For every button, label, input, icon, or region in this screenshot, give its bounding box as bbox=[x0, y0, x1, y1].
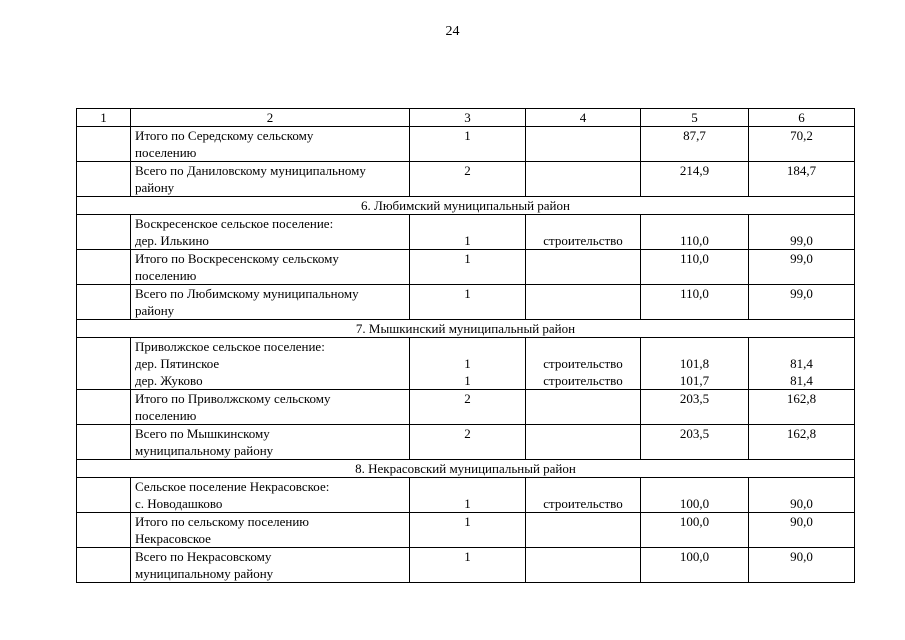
work-type-cell bbox=[526, 250, 641, 285]
name-cell-line: поселению bbox=[135, 408, 197, 423]
name-cell-line: Итого по Середскому сельскому bbox=[135, 128, 314, 143]
name-cell bbox=[131, 250, 410, 285]
value-cell-6-line bbox=[753, 338, 850, 355]
name-cell-line: Всего по Любимскому муниципальному bbox=[135, 286, 359, 301]
count-cell bbox=[410, 478, 526, 513]
work-type-cell-line: строительство bbox=[543, 496, 623, 511]
name-cell-line: муниципальному району bbox=[135, 443, 274, 458]
work-type-cell-line bbox=[530, 548, 636, 565]
name-cell-line: дер. Жуково bbox=[135, 373, 203, 388]
value-cell-5 bbox=[641, 338, 749, 390]
header-cell: 5 bbox=[641, 109, 749, 127]
count-cell-line: 1 bbox=[464, 373, 471, 388]
work-type-cell bbox=[526, 425, 641, 460]
table-row bbox=[77, 478, 855, 513]
count-cell-line: 1 bbox=[464, 128, 471, 143]
table-row bbox=[77, 250, 855, 285]
name-cell-line: Итого по сельскому поселению bbox=[135, 514, 309, 529]
count-cell bbox=[410, 250, 526, 285]
header-cell: 4 bbox=[526, 109, 641, 127]
name-cell-line: Всего по Даниловскому муниципальному bbox=[135, 163, 366, 178]
count-cell-line: 2 bbox=[464, 426, 471, 441]
value-cell-6 bbox=[749, 425, 855, 460]
value-cell-6 bbox=[749, 390, 855, 425]
value-cell-5-line: 100,0 bbox=[679, 496, 710, 511]
value-cell-6-line: 90,0 bbox=[790, 514, 813, 529]
table-row bbox=[77, 338, 855, 390]
work-type-cell bbox=[526, 127, 641, 162]
value-cell-5-line: 100,0 bbox=[679, 549, 710, 564]
value-cell-6 bbox=[749, 285, 855, 320]
value-cell-5 bbox=[641, 250, 749, 285]
value-cell-5-line: 100,0 bbox=[679, 514, 710, 529]
value-cell-5-line: 110,0 bbox=[680, 251, 709, 266]
work-type-cell bbox=[526, 285, 641, 320]
count-cell-line: 1 bbox=[464, 356, 471, 371]
name-cell bbox=[131, 513, 410, 548]
value-cell-6 bbox=[749, 548, 855, 583]
count-cell bbox=[410, 215, 526, 250]
count-cell bbox=[410, 162, 526, 197]
count-cell bbox=[410, 513, 526, 548]
header-cell: 6 bbox=[749, 109, 855, 127]
row-number-cell bbox=[77, 513, 131, 548]
count-cell-line: 2 bbox=[464, 391, 471, 406]
count-cell bbox=[410, 338, 526, 390]
name-cell-line: Итого по Воскресенскому сельскому bbox=[135, 251, 339, 266]
value-cell-5 bbox=[641, 478, 749, 513]
name-cell bbox=[131, 390, 410, 425]
value-cell-6-line: 184,7 bbox=[786, 163, 817, 178]
page-number: 24 bbox=[445, 24, 460, 39]
section-header-row bbox=[77, 320, 855, 338]
count-cell-line bbox=[414, 338, 521, 355]
work-type-cell bbox=[526, 162, 641, 197]
value-cell-6-line bbox=[753, 215, 850, 232]
name-cell-line: поселению bbox=[135, 268, 197, 283]
value-cell-5-line bbox=[645, 478, 744, 495]
value-cell-5 bbox=[641, 285, 749, 320]
header-cell: 1 bbox=[77, 109, 131, 127]
value-cell-6-line: 162,8 bbox=[786, 426, 817, 441]
table-row bbox=[77, 513, 855, 548]
work-type-cell-line bbox=[530, 390, 636, 407]
data-table bbox=[76, 108, 855, 583]
value-cell-6 bbox=[749, 513, 855, 548]
name-cell bbox=[131, 548, 410, 583]
value-cell-5-line: 203,5 bbox=[679, 426, 710, 441]
count-cell-line: 1 bbox=[464, 496, 471, 511]
work-type-cell-line bbox=[530, 338, 636, 355]
value-cell-5 bbox=[641, 548, 749, 583]
table-body bbox=[77, 109, 855, 583]
count-cell bbox=[410, 390, 526, 425]
name-cell-line: Всего по Мышкинскому bbox=[135, 426, 270, 441]
name-cell-line: Воскресенское сельское поселение: bbox=[135, 216, 334, 231]
table-row bbox=[77, 127, 855, 162]
value-cell-5 bbox=[641, 127, 749, 162]
row-number-cell bbox=[77, 162, 131, 197]
value-cell-5-line bbox=[645, 215, 744, 232]
work-type-cell-line bbox=[530, 127, 636, 144]
name-cell-line: району bbox=[135, 180, 175, 195]
value-cell-5-line: 214,9 bbox=[679, 163, 710, 178]
value-cell-6-line: 99,0 bbox=[790, 233, 813, 248]
name-cell-line: дер. Илькино bbox=[135, 233, 209, 248]
value-cell-6-line: 90,0 bbox=[790, 496, 813, 511]
name-cell-line: району bbox=[135, 303, 175, 318]
row-number-cell bbox=[77, 127, 131, 162]
work-type-cell-line bbox=[530, 215, 636, 232]
value-cell-5-line: 110,0 bbox=[680, 286, 709, 301]
value-cell-6 bbox=[749, 338, 855, 390]
value-cell-6-line: 99,0 bbox=[790, 251, 813, 266]
work-type-cell-line bbox=[530, 285, 636, 302]
table-row bbox=[77, 215, 855, 250]
row-number-cell bbox=[77, 285, 131, 320]
section-header-row bbox=[77, 197, 855, 215]
work-type-cell-line bbox=[530, 425, 636, 442]
work-type-cell bbox=[526, 338, 641, 390]
work-type-cell bbox=[526, 215, 641, 250]
name-cell-line: поселению bbox=[135, 145, 197, 160]
row-number-cell bbox=[77, 338, 131, 390]
row-number-cell bbox=[77, 390, 131, 425]
count-cell-line: 1 bbox=[464, 286, 471, 301]
work-type-cell bbox=[526, 390, 641, 425]
work-type-cell-line: строительство bbox=[543, 356, 623, 371]
value-cell-6-line: 90,0 bbox=[790, 549, 813, 564]
value-cell-6 bbox=[749, 478, 855, 513]
count-cell bbox=[410, 127, 526, 162]
value-cell-5 bbox=[641, 425, 749, 460]
value-cell-6-line: 162,8 bbox=[786, 391, 817, 406]
work-type-cell-line: строительство bbox=[543, 233, 623, 248]
name-cell bbox=[131, 127, 410, 162]
value-cell-5 bbox=[641, 162, 749, 197]
value-cell-5 bbox=[641, 390, 749, 425]
value-cell-5-line: 110,0 bbox=[680, 233, 709, 248]
work-type-cell bbox=[526, 513, 641, 548]
name-cell-line: Некрасовское bbox=[135, 531, 211, 546]
name-cell-line: Итого по Приволжскому сельскому bbox=[135, 391, 331, 406]
value-cell-5 bbox=[641, 513, 749, 548]
count-cell-line: 1 bbox=[464, 549, 471, 564]
count-cell bbox=[410, 285, 526, 320]
value-cell-6-line bbox=[753, 478, 850, 495]
value-cell-6 bbox=[749, 127, 855, 162]
name-cell-line: Сельское поселение Некрасовское: bbox=[135, 479, 330, 494]
value-cell-6 bbox=[749, 215, 855, 250]
row-number-cell bbox=[77, 478, 131, 513]
count-cell-line: 1 bbox=[464, 233, 471, 248]
name-cell bbox=[131, 162, 410, 197]
name-cell bbox=[131, 215, 410, 250]
row-number-cell bbox=[77, 548, 131, 583]
table-row bbox=[77, 425, 855, 460]
name-cell bbox=[131, 478, 410, 513]
section-title: 6. Любимский муниципальный район bbox=[77, 197, 855, 215]
work-type-cell-line bbox=[530, 162, 636, 179]
value-cell-6-line: 81,4 bbox=[790, 356, 813, 371]
header-cell: 3 bbox=[410, 109, 526, 127]
row-number-cell bbox=[77, 215, 131, 250]
value-cell-5-line: 87,7 bbox=[683, 128, 706, 143]
count-cell bbox=[410, 425, 526, 460]
value-cell-6-line: 70,2 bbox=[790, 128, 813, 143]
value-cell-6 bbox=[749, 162, 855, 197]
count-cell-line bbox=[414, 478, 521, 495]
row-number-cell bbox=[77, 250, 131, 285]
value-cell-5-line bbox=[645, 338, 744, 355]
value-cell-5-line: 203,5 bbox=[679, 391, 710, 406]
header-row bbox=[77, 109, 855, 127]
value-cell-5 bbox=[641, 215, 749, 250]
work-type-cell-line bbox=[530, 250, 636, 267]
value-cell-6-line: 99,0 bbox=[790, 286, 813, 301]
value-cell-5-line: 101,8 bbox=[679, 356, 710, 371]
header-cell: 2 bbox=[131, 109, 410, 127]
table-row bbox=[77, 162, 855, 197]
count-cell-line: 2 bbox=[464, 163, 471, 178]
name-cell-line: Приволжское сельское поселение: bbox=[135, 339, 325, 354]
name-cell bbox=[131, 285, 410, 320]
name-cell bbox=[131, 338, 410, 390]
work-type-cell bbox=[526, 548, 641, 583]
count-cell-line: 1 bbox=[464, 514, 471, 529]
table-row bbox=[77, 285, 855, 320]
name-cell bbox=[131, 425, 410, 460]
count-cell-line bbox=[414, 215, 521, 232]
work-type-cell-line bbox=[530, 478, 636, 495]
work-type-cell-line bbox=[530, 513, 636, 530]
work-type-cell bbox=[526, 478, 641, 513]
name-cell-line: муниципальному району bbox=[135, 566, 274, 581]
count-cell bbox=[410, 548, 526, 583]
name-cell-line: с. Новодашково bbox=[135, 496, 223, 511]
value-cell-6-line: 81,4 bbox=[790, 373, 813, 388]
section-title: 7. Мышкинский муниципальный район bbox=[77, 320, 855, 338]
name-cell-line: дер. Пятинское bbox=[135, 356, 220, 371]
count-cell-line: 1 bbox=[464, 251, 471, 266]
work-type-cell-line: строительство bbox=[543, 373, 623, 388]
name-cell-line: Всего по Некрасовскому bbox=[135, 549, 272, 564]
table-row bbox=[77, 390, 855, 425]
row-number-cell bbox=[77, 425, 131, 460]
value-cell-5-line: 101,7 bbox=[679, 373, 710, 388]
table-row bbox=[77, 548, 855, 583]
section-title: 8. Некрасовский муниципальный район bbox=[77, 460, 855, 478]
section-header-row bbox=[77, 460, 855, 478]
value-cell-6 bbox=[749, 250, 855, 285]
